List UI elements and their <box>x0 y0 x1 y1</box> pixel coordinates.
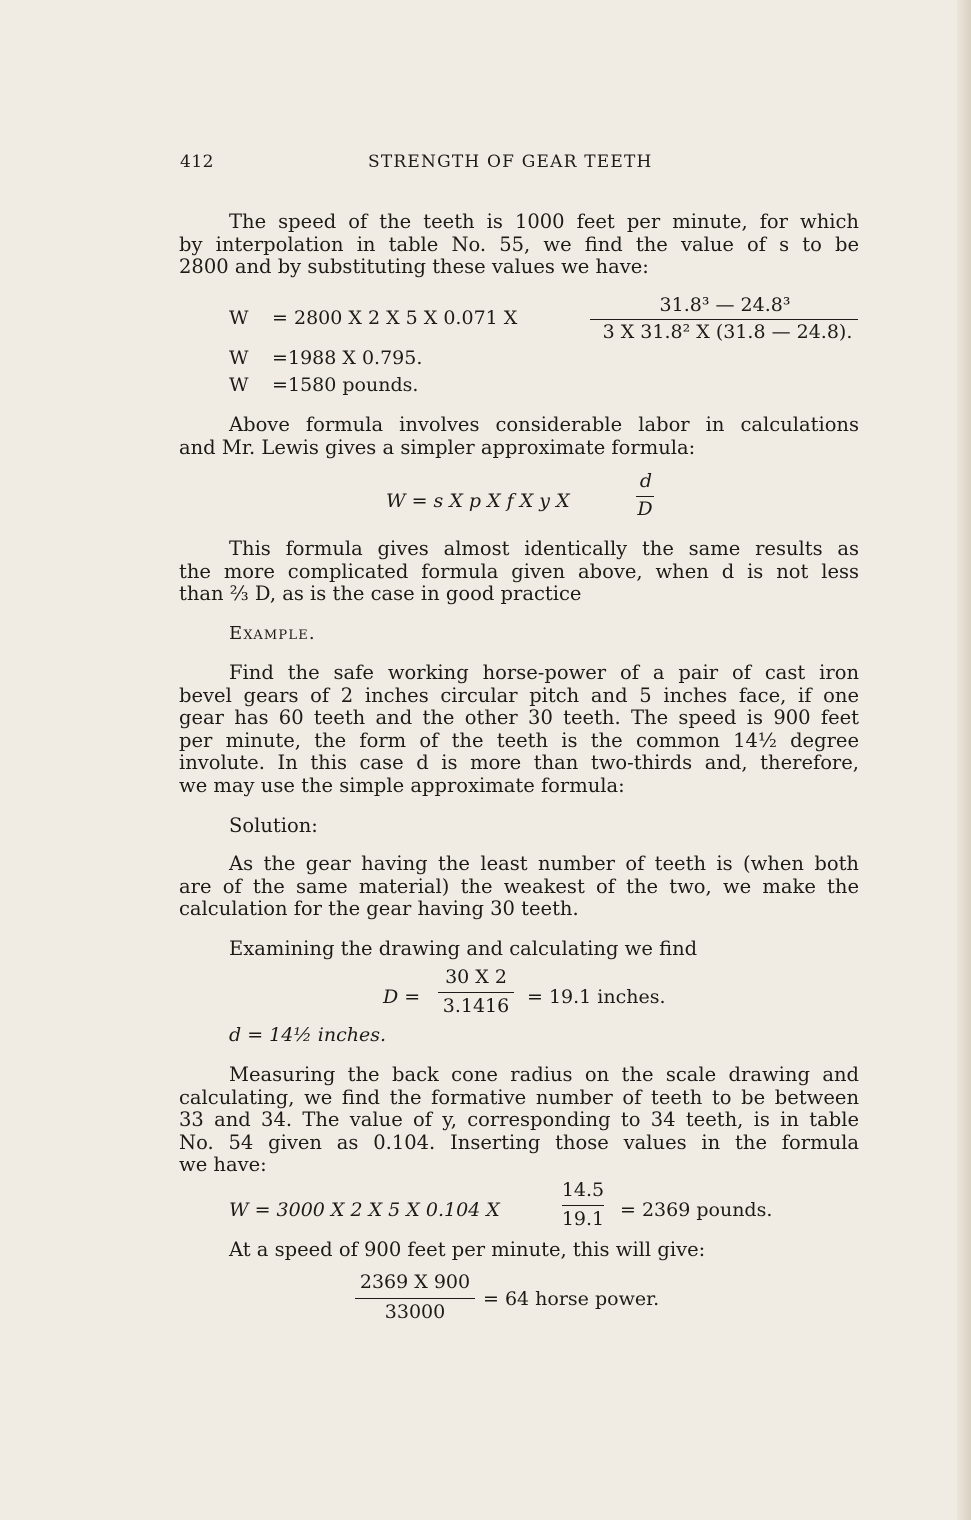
text-line: per minute, the form of the teeth is the common 14½ degree <box>179 728 859 752</box>
text-line: calculation for the gear having 30 teeth. <box>179 897 579 920</box>
text-line: by interpolation in table No. 55, we find the value of s to be <box>179 232 859 256</box>
eq1-denominator: 3 X 31.8² X (31.8 — 24.8). <box>602 321 853 343</box>
text-line: No. 54 given as 0.104. Inserting those values in the formula <box>179 1130 859 1154</box>
eqW-lhs: W = 3000 X 2 X 5 X 0.104 X <box>229 1199 500 1221</box>
text-line: This formula gives almost identically the same results as <box>229 537 859 560</box>
text-line: 33 and 34. The value of y, corresponding to 34 teeth, is in table <box>179 1108 859 1131</box>
lewis-denominator: D <box>637 498 653 520</box>
eq2-equals: = <box>272 347 288 369</box>
eqW-denominator: 19.1 <box>561 1208 605 1230</box>
text-line: 2800 and by substituting these values we have: <box>179 255 649 278</box>
text-line: gear has 60 teeth and the other 30 teeth. The speed is 900 feet <box>179 706 859 729</box>
paragraph-comparison <box>179 538 859 606</box>
text-line: than ⅔ D, as is the case in good practice <box>179 582 582 605</box>
solution-heading: Solution: <box>229 814 318 837</box>
eqHP-fraction-bar <box>355 1298 475 1299</box>
lewis-fraction-bar <box>636 496 654 497</box>
eq1-fraction-bar <box>590 319 858 320</box>
eqD-denominator: 3.1416 <box>442 995 510 1017</box>
eqHP-denominator: 33000 <box>384 1301 446 1323</box>
text-line: calculating, we find the formative number of teeth to be between <box>179 1085 859 1109</box>
paragraph-measuring <box>179 1064 859 1177</box>
eq1-rhs: 2800 X 2 X 5 X 0.071 X <box>294 307 518 329</box>
eqD-rhs: = 19.1 inches. <box>527 986 666 1008</box>
eqD-numerator: 30 X 2 <box>445 966 507 988</box>
eq1-numerator: 31.8³ — 24.8³ <box>659 294 791 316</box>
paragraph-lewis <box>179 414 859 459</box>
text-line: involute. In this case d is more than two-thirds and, therefore, <box>179 751 859 774</box>
eqHP-numerator: 2369 X 900 <box>359 1271 471 1293</box>
eqW-fraction-bar <box>562 1205 604 1206</box>
text-line: are of the same material) the weakest of the two, we make the <box>179 874 859 898</box>
eq3-lhs: W <box>229 374 249 396</box>
paragraph-speed-900: At a speed of 900 feet per minute, this will give: <box>229 1238 706 1261</box>
paragraph-examining: Examining the drawing and calculating we find <box>229 937 698 960</box>
running-header: STRENGTH OF GEAR TEETH <box>368 152 653 172</box>
eqHP-rhs: = 64 horse power. <box>483 1288 660 1310</box>
text-line: we have: <box>179 1153 267 1176</box>
paragraph-solution <box>179 853 859 921</box>
text-line: The speed of the teeth is 1000 feet per minute, for which <box>229 210 859 233</box>
eqW-rhs: = 2369 pounds. <box>620 1199 773 1221</box>
text-line: and Mr. Lewis gives a simpler approximate formula: <box>179 435 696 459</box>
text-line: bevel gears of 2 inches circular pitch and 5 inches face, if one <box>179 683 859 707</box>
page-number: 412 <box>180 152 214 172</box>
text-line: As the gear having the least number of teeth is (when both <box>229 852 859 875</box>
eq2-rhs: 1988 X 0.795. <box>288 347 423 369</box>
page-edge <box>957 0 971 1520</box>
eq1-equals: = <box>272 307 288 329</box>
lewis-numerator: d <box>639 470 653 492</box>
eqD-fraction-bar <box>438 992 514 993</box>
paragraph-example <box>179 662 859 797</box>
text-line: we may use the simple approximate formula: <box>179 773 625 797</box>
text-line: Find the safe working horse-power of a pair of cast iron <box>229 661 859 684</box>
eq3-equals: = <box>272 374 288 396</box>
eqW-numerator: 14.5 <box>561 1179 605 1201</box>
eq2-lhs: W <box>229 347 249 369</box>
text-line: Measuring the back cone radius on the scale drawing and <box>229 1063 859 1086</box>
example-heading: Example. <box>229 623 316 644</box>
text-line: Above formula involves considerable labor in calculations <box>229 413 859 436</box>
eq3-rhs: 1580 pounds. <box>288 374 419 396</box>
lewis-formula-lhs: W = s X p X f X y X <box>386 490 570 512</box>
eqD-lhs: D = <box>383 986 421 1008</box>
eq1-lhs: W <box>229 307 249 329</box>
paragraph-speed <box>179 211 859 279</box>
eq-small-d: d = 14½ inches. <box>229 1024 387 1046</box>
text-line: the more complicated formula given above, when d is not less <box>179 559 859 583</box>
